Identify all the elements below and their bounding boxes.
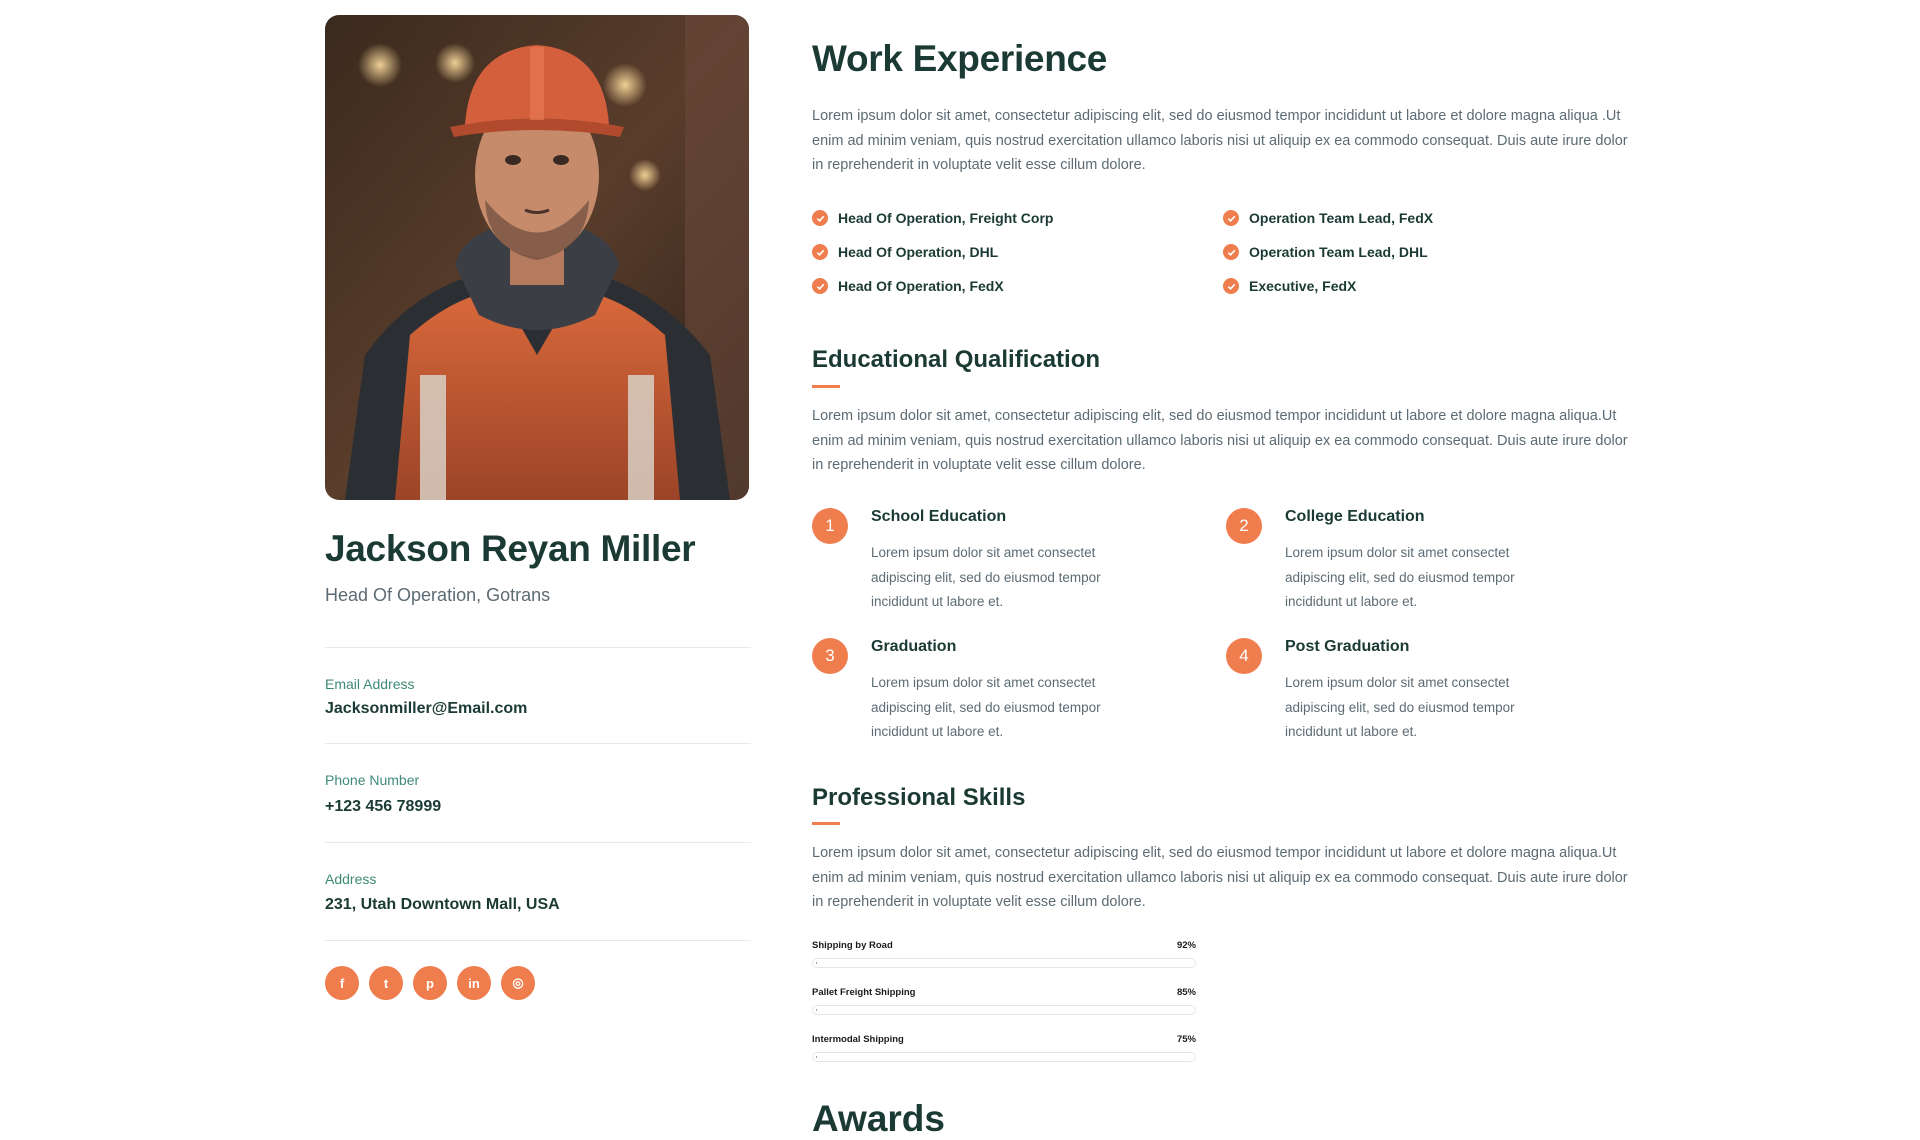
divider bbox=[325, 940, 751, 941]
step-number: 4 bbox=[1226, 638, 1262, 674]
profile-name: Jackson Reyan Miller bbox=[325, 528, 696, 569]
work-item-label: Operation Team Lead, FedX bbox=[1249, 210, 1434, 226]
work-item bbox=[812, 210, 1053, 226]
skills-text: Lorem ipsum dolor sit amet, consectetur adipiscing elit, sed do eiusmod tempor incididunt ut labore et dolore magna aliqua.Ut enim ad minim veniam, quis nostrud exercitation ullamco laboris nisi ut aliquip ex ea commodo consequat. Duis aute irure dolor in reprehenderit in voluptate velit esse cillum dolore. bbox=[812, 845, 1628, 910]
education-item bbox=[812, 638, 1172, 748]
twitter-icon[interactable]: t bbox=[369, 966, 403, 1000]
skill-track bbox=[812, 958, 1196, 968]
work-item bbox=[1223, 278, 1356, 294]
address-value: 231, Utah Downtown Mall, USA bbox=[325, 896, 560, 913]
step-number: 2 bbox=[1226, 508, 1262, 544]
work-item bbox=[1223, 210, 1433, 226]
check-icon bbox=[1223, 244, 1239, 260]
check-icon bbox=[1223, 210, 1239, 226]
phone-value[interactable]: +123 456 78999 bbox=[325, 798, 442, 815]
work-item bbox=[812, 278, 1004, 294]
step-number: 1 bbox=[812, 508, 848, 544]
check-icon bbox=[812, 244, 828, 260]
skill-fill bbox=[816, 1056, 817, 1058]
education-item bbox=[1226, 638, 1586, 748]
work-item bbox=[1223, 244, 1428, 260]
skill-fill bbox=[816, 962, 817, 964]
education-title: Educational Qualification bbox=[812, 346, 1101, 373]
email-value[interactable]: Jacksonmiller@Email.com bbox=[325, 700, 528, 717]
pinterest-icon[interactable]: p bbox=[413, 966, 447, 1000]
step-number: 3 bbox=[812, 638, 848, 674]
education-item-title: College Education bbox=[1285, 508, 1425, 525]
work-experience-title: Work Experience bbox=[812, 38, 1108, 79]
title-underline bbox=[812, 822, 840, 825]
education-item-text: Lorem ipsum dolor sit amet consectet adipiscing elit, sed do eiusmod tempor incididunt ut labore et. bbox=[1285, 675, 1515, 739]
work-item-label: Head Of Operation, Freight Corp bbox=[838, 210, 1054, 226]
education-item-title: Graduation bbox=[871, 638, 957, 655]
education-item bbox=[812, 508, 1172, 618]
linkedin-icon[interactable]: in bbox=[457, 966, 491, 1000]
work-item-label: Operation Team Lead, DHL bbox=[1249, 244, 1428, 260]
check-icon bbox=[1223, 278, 1239, 294]
email-label: Email Address bbox=[325, 676, 415, 692]
work-experience-text: Lorem ipsum dolor sit amet, consectetur adipiscing elit, sed do eiusmod tempor incididunt ut labore et dolore magna aliqua .Ut enim ad minim veniam, quis nostrud exercitation ullamco laboris nisi ut aliquip ex ea commodo consequat. Duis aute irure dolor in reprehenderit in voluptate velit esse cillum dolore. bbox=[812, 108, 1628, 173]
work-item-label: Executive, FedX bbox=[1249, 278, 1357, 294]
facebook-icon[interactable]: f bbox=[325, 966, 359, 1000]
work-item bbox=[812, 244, 998, 260]
divider bbox=[325, 743, 751, 744]
skill-bar bbox=[812, 987, 1196, 1015]
divider bbox=[325, 842, 751, 843]
skill-percent: 85% bbox=[1176, 987, 1196, 998]
awards-title: Awards bbox=[812, 1098, 945, 1139]
education-item-text: Lorem ipsum dolor sit amet consectet adipiscing elit, sed do eiusmod tempor incididunt ut labore et. bbox=[871, 545, 1101, 609]
skill-percent: 75% bbox=[1176, 1034, 1196, 1045]
divider bbox=[325, 647, 751, 648]
work-item-label: Head Of Operation, FedX bbox=[838, 278, 1004, 294]
education-item-title: Post Graduation bbox=[1285, 638, 1410, 655]
skill-label: Intermodal Shipping bbox=[812, 1034, 904, 1045]
skills-title: Professional Skills bbox=[812, 784, 1026, 811]
education-item bbox=[1226, 508, 1586, 618]
skill-percent: 92% bbox=[1176, 940, 1196, 951]
education-item-text: Lorem ipsum dolor sit amet consectet adipiscing elit, sed do eiusmod tempor incididunt ut labore et. bbox=[1285, 545, 1515, 609]
skill-bar bbox=[812, 1034, 1196, 1062]
skill-track bbox=[812, 1005, 1196, 1015]
phone-label: Phone Number bbox=[325, 772, 420, 788]
skill-label: Pallet Freight Shipping bbox=[812, 987, 916, 998]
social-links bbox=[325, 966, 535, 1000]
check-icon bbox=[812, 210, 828, 226]
education-item-text: Lorem ipsum dolor sit amet consectet adipiscing elit, sed do eiusmod tempor incididunt ut labore et. bbox=[871, 675, 1101, 739]
profile-photo bbox=[325, 15, 749, 500]
instagram-icon[interactable]: ◎ bbox=[501, 966, 535, 1000]
check-icon bbox=[812, 278, 828, 294]
skill-bar bbox=[812, 940, 1196, 968]
skill-fill bbox=[816, 1009, 817, 1011]
profile-role: Head Of Operation, Gotrans bbox=[325, 585, 551, 605]
title-underline bbox=[812, 385, 840, 388]
skill-track bbox=[812, 1052, 1196, 1062]
skill-label: Shipping by Road bbox=[812, 940, 893, 951]
work-item-label: Head Of Operation, DHL bbox=[838, 244, 999, 260]
education-item-title: School Education bbox=[871, 508, 1007, 525]
address-label: Address bbox=[325, 871, 377, 887]
education-text: Lorem ipsum dolor sit amet, consectetur adipiscing elit, sed do eiusmod tempor incididunt ut labore et dolore magna aliqua.Ut enim ad minim veniam, quis nostrud exercitation ullamco laboris nisi ut aliquip ex ea commodo consequat. Duis aute irure dolor in reprehenderit in voluptate velit esse cillum dolore. bbox=[812, 408, 1628, 473]
